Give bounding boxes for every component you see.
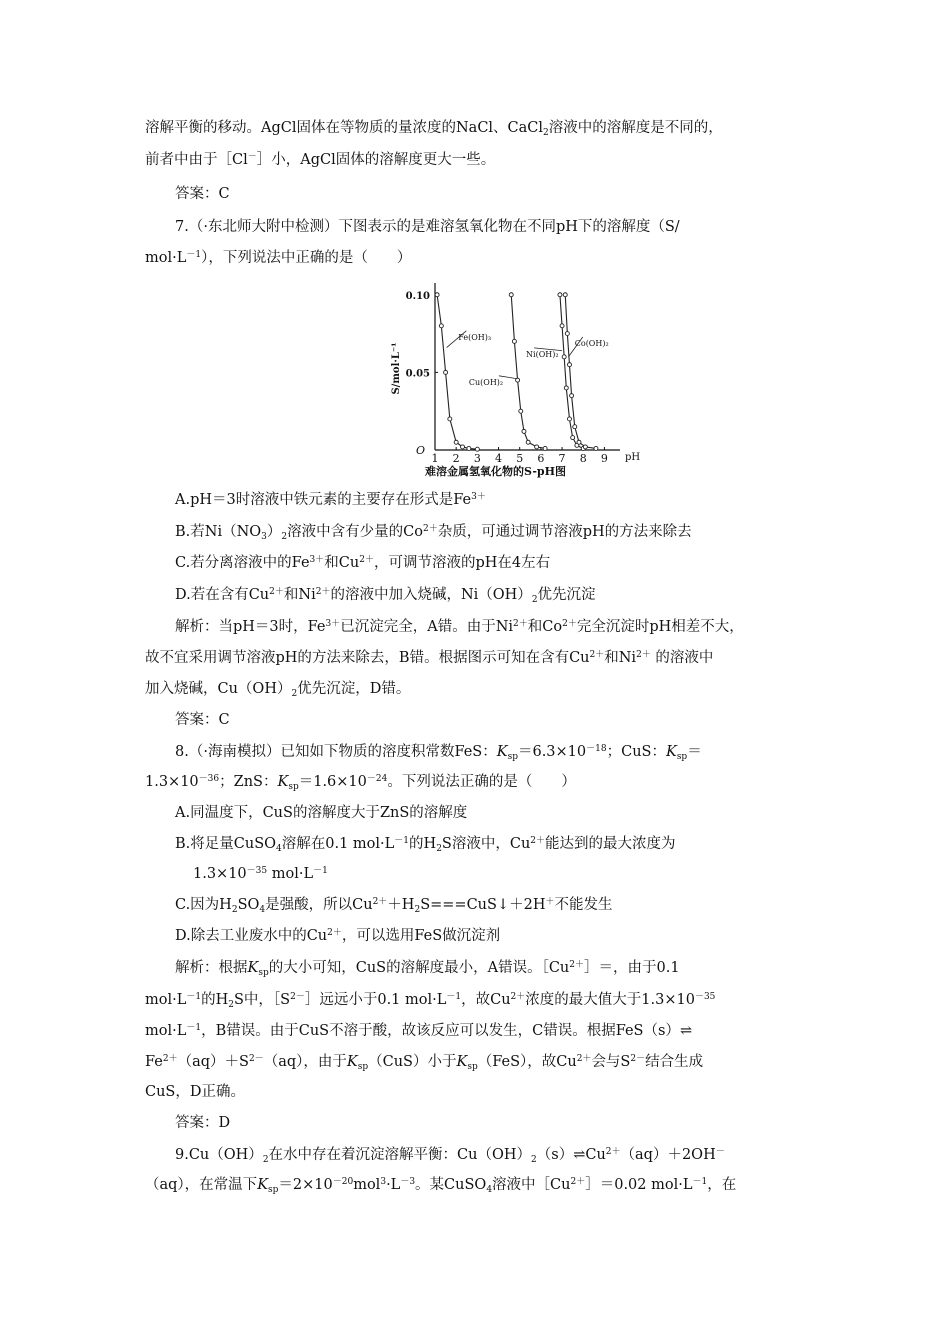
chart-caption: 难溶金属氢氧化物的S-pH图: [425, 465, 566, 478]
text-line: 溶解平衡的移动。AgCl固体在等物质的量浓度的NaCl、CaCl$_2$溶液中的溶解度是不同的，: [145, 120, 723, 138]
text-line: （aq），在常温下$K_{sp}=2\times 10^{-20}mol^3\cdot L^{-3}$。某CuSO$_4$溶液中$[Cu^{2+}]=0.02$ $mol\cdot L^{-1}$，在: [145, 1177, 737, 1195]
x-tick-label: 5: [516, 452, 524, 465]
data-point: [564, 386, 568, 390]
x-tick-label: 2: [452, 452, 460, 465]
option-c: C.若分离溶液中的$Fe^{3+}$和$Cu^{2+}$，可调节溶液的pH在4左右: [175, 555, 551, 571]
data-point: [567, 417, 571, 421]
option-c: C.因为$H_2SO_4$是强酸，所以$Cu^{2+}+H_2S===CuS↓+2H^+$不能发生: [175, 897, 613, 915]
text-line: $mol\cdot L^{-1}$），下列说法中正确的是（ ）: [145, 250, 412, 266]
option-d: D.若在含有$Cu^{2+}$和$Ni^{2+}$的溶液中加入烧碱，$Ni(OH)_2$优先沉淀: [175, 587, 596, 605]
data-point: [543, 446, 547, 450]
explanation: $Fe^{2+}(aq)+S^{2-}(aq)$，由于$K_{sp}(CuS)$小于$K_{sp}(FeS)$，故$Cu^{2+}$会与$S^{2-}$结合生成: [145, 1054, 704, 1072]
explanation: 解析：当pH＝3时，$Fe^{3+}$已沉淀完全，A错。由于$Ni^{2+}$和$Co^{2+}$完全沉淀时pH相差不大，: [175, 619, 744, 635]
data-point: [577, 440, 581, 444]
data-point: [594, 446, 598, 450]
x-tick-label: 4: [495, 452, 503, 465]
origin-label: O: [415, 444, 425, 457]
x-tick-label: 6: [537, 452, 545, 465]
text-line: $1.3\times 10^{-36}$；ZnS：$K_{sp}=1.6\times 10^{-24}$。下列说法正确的是（ ）: [145, 774, 576, 792]
y-tick-label: 0.10: [405, 290, 430, 302]
option-a: A.pH＝3时溶液中铁元素的主要存在形式是$Fe^{3+}$: [175, 492, 486, 508]
option-a: A.同温度下，CuS的溶解度大于ZnS的溶解度: [175, 805, 468, 821]
data-point: [535, 445, 539, 449]
data-point: [522, 429, 526, 433]
x-tick-label: 3: [473, 452, 481, 465]
question-8: 8.（·海南模拟）已知如下物质的溶度积常数FeS：$K_{sp}=6.3\times 10^{-18}$；CuS：$K_{sp}=$: [175, 744, 702, 762]
data-point: [567, 363, 571, 367]
chart-svg: [385, 275, 641, 490]
x-tick-label: 1: [431, 452, 439, 465]
option-b: B.将足量CuSO$_4$溶解在0.1 $mol\cdot L^{-1}$的$H_2S$溶液中，$Cu^{2+}$能达到的最大浓度为: [175, 836, 676, 854]
solubility-chart: [385, 275, 641, 490]
data-point: [448, 417, 452, 421]
x-tick-label: 7: [558, 452, 566, 465]
option-b: B.若$Ni(NO_3)_2$溶液中含有少量的$Co^{2+}$杂质，可通过调节溶液pH的方法来除去: [175, 524, 692, 542]
data-point: [509, 293, 513, 297]
x-axis-label: pH: [625, 452, 641, 463]
series-line: [565, 295, 596, 449]
explanation: $mol\cdot L^{-1}$，B错误。由于CuS不溶于酸，故该反应可以发生，C错误。根据FeS（s）⇌: [145, 1023, 693, 1039]
data-point: [454, 440, 458, 444]
data-point: [562, 355, 566, 359]
series-label: Cu(OH)₂: [468, 377, 504, 387]
data-point: [475, 447, 479, 451]
explanation: 解析：根据$K_{sp}$的大小可知，CuS的溶解度最小，A错误。$[Cu^{2+}]=$，由于0.1: [175, 960, 680, 978]
option-d: D.除去工业废水中的$Cu^{2+}$，可以选用FeS做沉淀剂: [175, 928, 501, 944]
data-point: [571, 436, 575, 440]
data-point: [573, 425, 577, 429]
answer-line: 答案：C: [175, 712, 230, 728]
data-point: [467, 446, 471, 450]
data-point: [512, 339, 516, 343]
data-point: [444, 370, 448, 374]
series-line: [560, 295, 583, 449]
data-point: [560, 324, 564, 328]
data-point: [563, 293, 567, 297]
data-point: [570, 394, 574, 398]
series-label: Ni(OH)₂: [526, 349, 559, 359]
explanation: $mol\cdot L^{-1}$的$H_2S$中，$[S^{2-}]$远远小于0.1 $mol\cdot L^{-1}$，故$Cu^{2+}$浓度的最大值大于$1.3\times 10^{-35}$: [145, 992, 716, 1010]
text-line: $1.3\times 10^{-35}$ $mol\cdot L^{-1}$: [193, 866, 328, 882]
explanation: 故不宜采用调节溶液pH的方法来除去，B错。根据图示可知在含有$Cu^{2+}$和$Ni^{2+}$ 的溶液中: [145, 650, 714, 666]
data-point: [565, 332, 569, 336]
data-point: [439, 324, 443, 328]
question-9: $9.Cu(OH)_2$在水中存在着沉淀溶解平衡：$Cu(OH)_2(s)\rightleftharpoons Cu^{2+}(aq)+2OH^-$: [175, 1147, 725, 1165]
y-axis-label: S/mol·L⁻¹: [391, 342, 402, 395]
x-tick-label: 9: [600, 452, 608, 465]
series-line: [437, 295, 477, 449]
x-tick-label: 8: [579, 452, 587, 465]
data-point: [461, 445, 465, 449]
data-point: [435, 293, 439, 297]
series-label: Fe(OH)₃: [458, 332, 492, 342]
answer-line: 答案：C: [175, 186, 230, 202]
explanation: CuS，D正确。: [145, 1084, 245, 1100]
data-point: [526, 440, 530, 444]
explanation: 加入烧碱，$Cu(OH)_2$优先沉淀，D错。: [145, 681, 411, 699]
question-7: 7.（·东北师大附中检测）下图表示的是难溶氢氧化物在不同pH下的溶解度（S/: [175, 219, 680, 235]
equilibrium-arrow-icon: ⇌: [679, 1023, 693, 1039]
equilibrium-arrow-icon: ⇌: [573, 1147, 586, 1163]
text-line: 前者中由于［Cl－］小，AgCl固体的溶解度更大一些。: [145, 152, 496, 168]
data-point: [519, 409, 523, 413]
series-line: [511, 295, 545, 449]
data-point: [558, 293, 562, 297]
y-tick-label: 0.05: [405, 368, 430, 380]
series-label: Co(OH)₂: [574, 338, 609, 348]
data-point: [583, 445, 587, 449]
answer-line: 答案：D: [175, 1115, 231, 1131]
